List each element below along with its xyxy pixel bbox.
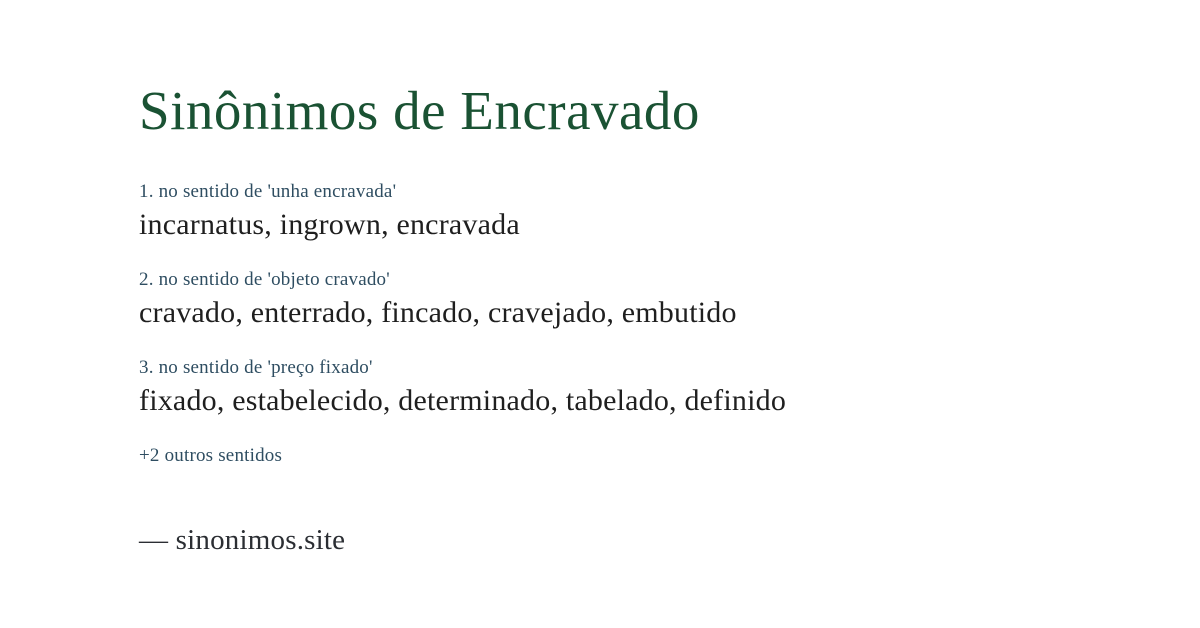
sense-entry-1 <box>139 180 520 243</box>
sense-1-synonyms: incarnatus, ingrown, encravada <box>139 208 520 241</box>
sense-2-synonyms: cravado, enterrado, fincado, cravejado, embutido <box>139 296 737 329</box>
sense-3-synonyms: fixado, estabelecido, determinado, tabelado, definido <box>139 384 787 417</box>
sense-entry-3 <box>139 356 786 419</box>
page-title: Sinônimos de Encravado <box>139 80 700 141</box>
sense-entry-2 <box>139 268 737 331</box>
sense-1-label: 1. no sentido de 'unha encravada' <box>139 181 397 202</box>
more-senses-note: +2 outros sentidos <box>139 445 283 466</box>
site-attribution: — sinonimos.site <box>139 524 346 556</box>
sense-2-label: 2. no sentido de 'objeto cravado' <box>139 269 390 290</box>
sense-3-label: 3. no sentido de 'preço fixado' <box>139 357 373 378</box>
